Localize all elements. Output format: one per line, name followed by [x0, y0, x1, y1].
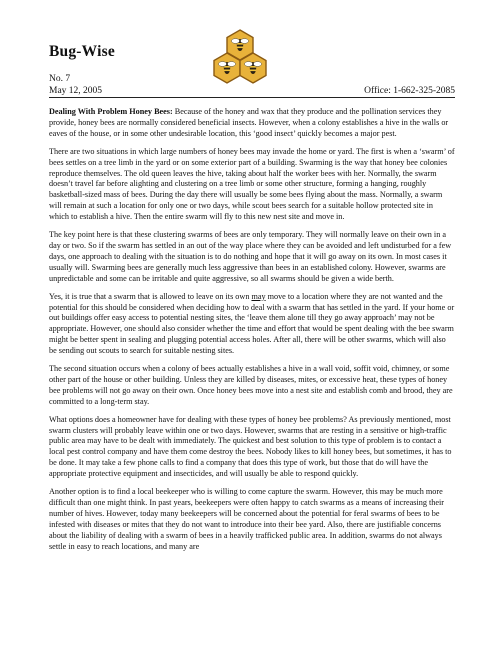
underlined-word: may — [251, 291, 266, 301]
header-divider — [49, 97, 455, 98]
paragraph-homeowner-options: What options does a homeowner have for dealing with these types of honey bee problems? As previously mentioned, most swarm clusters will probably leave within one or two days. However, swarms that are resting in a sensitive or high-traffic public area may have to be dealt with immediately. The quickest and best solution to this type of problem is to contact a local pest control company and have them come destroy the bees. Nobody likes to kill honey bees, but sometimes, it has to be done. It may take a few phone calls to find a company that does this type of work, but those that do will have the appropriate protective equipment and insecticides, and will usually be able to respond quickly. — [49, 414, 452, 479]
paragraph-swarm-situations: There are two situations in which large numbers of honey bees may invade the home or yard. The first is when a ‘swarm’ of bees settles on a tree limb in the yard or on some exterior part of a building. Swarming is the way that honey bee colonies reproduce themselves. The old queen leaves the hive, taking about half the worker bees with her. Normally, the swarm doesn’t travel far before alighting and clustering on a tree limb or some other structure, forming a hanging, roughly basketball-sized mass of bees. During the day there will usually be some bees flying about the mass. Normally, a swarm will remain at such a location for only one or two days, while scout bees search for a suitable hollow protected site in which to establish a hive. Then the entire swarm will fly to this new nest site and move in. — [49, 146, 455, 222]
honeycomb-bees-icon — [200, 28, 280, 90]
paragraph-text: Yes, it is true that a swarm that is allowed to leave on its own — [49, 291, 252, 301]
paragraph-leave-alone — [49, 292, 455, 357]
issue-info — [49, 73, 102, 97]
paragraph-established-colony: The second situation occurs when a colony of bees actually establishes a hive in a wall void, soffit void, chimney, or some other part of the house or other building. Unless they are killed by diseases, mites, or excessive heat, these types of honey bee problems will not go away on their own. Once honey bees move into a nest site and establish comb and brood, they are committed to a long-term stay. — [49, 364, 453, 406]
paragraph-text: move to a location where they are not wanted and the potential for this should be considered when deciding how to deal with a swarm that has settled in the yard. If your home or out buildings offer easy access to potential nesting sites, the ‘leave them alone till they go away approach’ may not be appropriate. However, one should also consider whether the time and effort that would be spent dealing with the bee swarm might be better spent in sealing and plugging potential access holes. After all, there will be other swarms, which will also be sending out scouts to search for suitable nesting sites. — [49, 291, 455, 356]
paragraph-intro — [49, 107, 455, 140]
office-phone: Office: 1-662-325-2085 — [364, 86, 455, 96]
article-body — [49, 107, 455, 560]
honeycomb-cells — [214, 30, 266, 83]
issue-number: No. 7 — [49, 74, 71, 84]
paragraph-intro-text: Because of the honey and wax that they produce and the pollination services they provide, honey bees are normally considered beneficial insects. However, when a colony establishes a hive in the walls or eaves of the house, or in some other undesirable location, this ‘good insect’ quickly becomes a major pest. — [49, 107, 449, 138]
paragraph-beekeeper-option: Another option is to find a local beekeeper who is willing to come capture the swarm. However, this may be much more difficult than one might think. In past years, beekeepers were often happy to catch swarms as a means of increasing their number of hives. However, today many beekeepers will be concerned about the potential for feral swarms of bees to be infested with diseases or mites that they do not want to introduce into their bee yard. Also, there are justifiable concerns about the liability of dealing with a swarm of bees in a heavily trafficked public area. In addition, swarms do not always settle in easy to reach locations, and many are — [49, 487, 444, 551]
issue-date: May 12, 2005 — [49, 86, 103, 96]
section-heading: Dealing With Problem Honey Bees: — [49, 107, 173, 116]
paragraph-temporary-swarms: The key point here is that these clustering swarms of bees are only temporary. They will normally leave on their own in a day or two. So if the swarm has settled in an out of the way place where they can be avoided and left undisturbed for a few days, one approach to dealing with the situation is to do nothing and hope that it will go away on its own. In most cases it usually will. Swarming bees are generally much less aggressive than bees in an established colony. However, swarms are unpredictable and some can be irritable and quite aggressive, so all swarms should be given a wide berth. — [49, 230, 452, 283]
newsletter-title: Bug-Wise — [49, 43, 115, 60]
